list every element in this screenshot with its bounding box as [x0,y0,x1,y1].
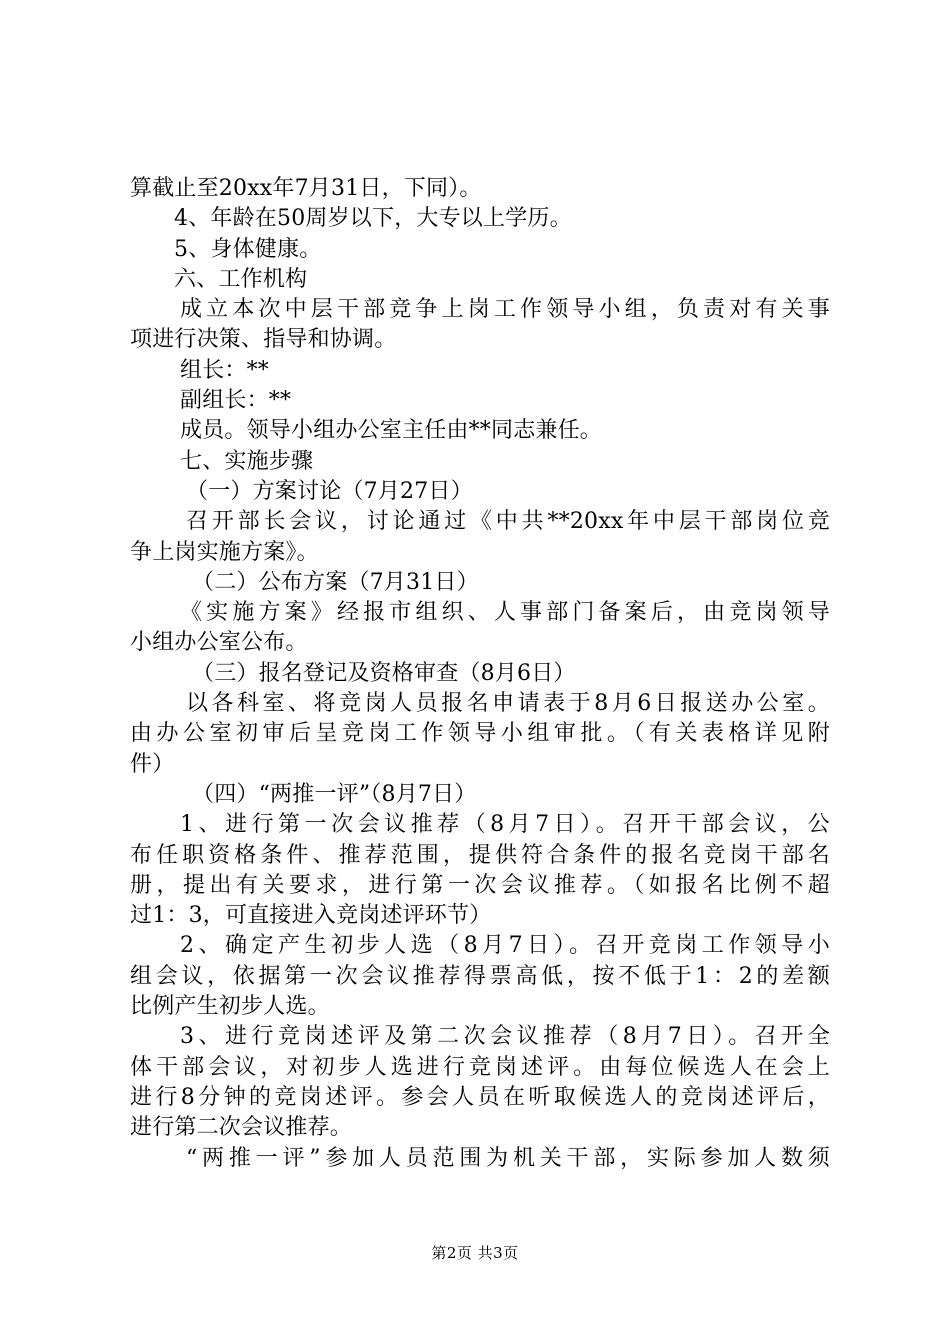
body-line: 进行8分钟的竞岗述评。参会人员在听取候选人的竞岗述评后， [130,1084,830,1110]
body-line: 由办公室初审后呈竞岗工作领导小组审批。（有关表格详见附 [130,721,830,747]
body-line: 项进行决策、指导和协调。 [130,327,397,353]
body-line: 组长：** [180,357,270,383]
body-line: 5、身体健康。 [174,236,322,262]
body-line: 小组办公室公布。 [130,630,308,656]
body-line: 布任职资格条件、推荐范围，提供符合条件的报名竞岗干部名 [130,842,830,868]
page-number-footer: 第2页 共3页 [431,1244,519,1262]
body-line: 争上岗实施方案》。 [130,539,319,565]
body-line: 副组长：** [180,388,292,414]
subsection-heading: （三）报名登记及资格审查（8月6日） [192,660,576,686]
body-line: 2、确定产生初步人选（8月7日）。召开竞岗工作领导小 [180,933,830,959]
body-line: 1、进行第一次会议推荐（8月7日）。召开干部会议，公 [180,812,830,838]
section-heading: 七、实施步骤 [180,448,314,474]
body-line: 册，提出有关要求，进行第一次会议推荐。（如报名比例不超 [130,872,830,898]
body-line: 4、年龄在50周岁以下，大专以上学历。 [174,206,572,232]
body-line: 体干部会议，对初步人选进行竞岗述评。由每位候选人在会上 [130,1054,830,1080]
body-line: 算截止至20xx年7月31日，下同）。 [130,176,482,201]
subsection-heading: （一）方案讨论（7月27日） [186,478,473,504]
body-line: 件） [130,751,175,777]
body-line: 比例产生初步人选。 [130,994,330,1020]
document-body [130,174,830,1174]
subsection-heading: （二）公布方案（7月31日） [192,569,479,595]
body-line: 成立本次中层干部竞争上岗工作领导小组，负责对有关事 [180,297,830,323]
body-line: 进行第二次会议推荐。 [130,1115,353,1141]
section-heading: 六、工作机构 [174,266,308,292]
body-line: 《实施方案》经报市组织、人事部门备案后，由竞岗领导 [180,600,830,626]
body-line: “两推一评”参加人员范围为机关干部，实际参加人数须 [186,1145,830,1171]
body-line: 3、进行竞岗述评及第二次会议推荐（8月7日）。召开全 [180,1024,830,1050]
body-line: 召开部长会议，讨论通过《中共**20xx年中层干部岗位竞 [186,509,830,535]
body-line: 以各科室、将竞岗人员报名申请表于8月6日报送办公室。 [186,691,830,717]
body-line: 过1：3，可直接进入竞岗述评环节） [130,903,492,929]
body-line: 组会议，依据第一次会议推荐得票高低，按不低于1：2的差额 [130,963,830,989]
body-line: 成员。领导小组办公室主任由**同志兼任。 [180,418,603,444]
subsection-heading: （四）“两推一评”（8月7日） [192,781,477,807]
